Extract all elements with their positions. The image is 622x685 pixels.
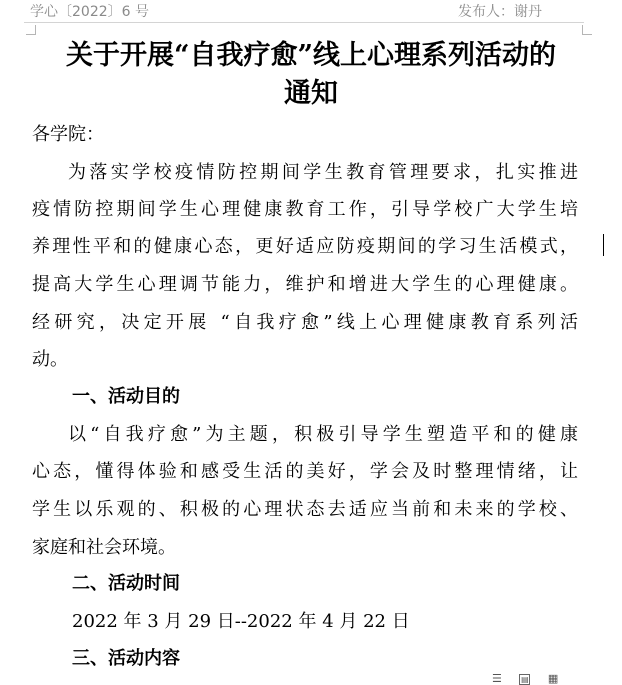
document-number: 学心〔2022〕6 号 — [30, 4, 149, 20]
section-heading-content: 三、活动内容 — [72, 648, 180, 669]
header-divider — [24, 22, 584, 23]
section-heading-purpose: 一、活动目的 — [72, 386, 180, 407]
layout-icon[interactable]: ▤ — [521, 675, 529, 684]
text-cursor — [603, 234, 604, 256]
intro-line: 动。 — [32, 349, 68, 370]
status-bar — [492, 672, 572, 684]
grid-icon[interactable]: ▦ — [547, 672, 559, 685]
purpose-line: 家庭和社会环境。 — [32, 537, 176, 558]
intro-line: 养理性平和的健康心态，更好适应防疫期间的学习生活模式， — [32, 236, 578, 257]
margin-corner-mark-right — [582, 25, 592, 35]
document-header — [0, 0, 622, 22]
activity-dates: 2022 年 3 月 29 日--2022 年 4 月 22 日 — [72, 611, 410, 632]
intro-line: 疫情防控期间学生心理健康教育工作，引导学校广大学生培 — [32, 199, 578, 220]
salutation: 各学院： — [32, 124, 104, 145]
purpose-line: 以“自我疗愈”为主题，积极引导学生塑造平和的健康 — [68, 424, 578, 445]
view-icon[interactable]: ☰ — [492, 672, 502, 685]
publisher-label: 发布人：谢丹 — [458, 4, 542, 20]
title-line-1: 关于开展“自我疗愈”线上心理系列活动的 — [65, 40, 557, 71]
title-line-2: 通知 — [284, 78, 338, 109]
document-title — [20, 37, 602, 113]
intro-line: 经研究，决定开展 “自我疗愈”线上心理健康教育系列活 — [32, 312, 578, 333]
intro-line: 提高大学生心理调节能力，维护和增进大学生的心理健康。 — [32, 274, 578, 295]
section-heading-time: 二、活动时间 — [72, 573, 180, 594]
purpose-line: 学生以乐观的、积极的心理状态去适应当前和未来的学校、 — [32, 499, 578, 520]
intro-line: 为落实学校疫情防控期间学生教育管理要求，扎实推进 — [68, 162, 578, 183]
margin-corner-mark-left — [26, 25, 36, 35]
purpose-line: 心态，懂得体验和感受生活的美好，学会及时整理情绪，让 — [32, 461, 578, 482]
